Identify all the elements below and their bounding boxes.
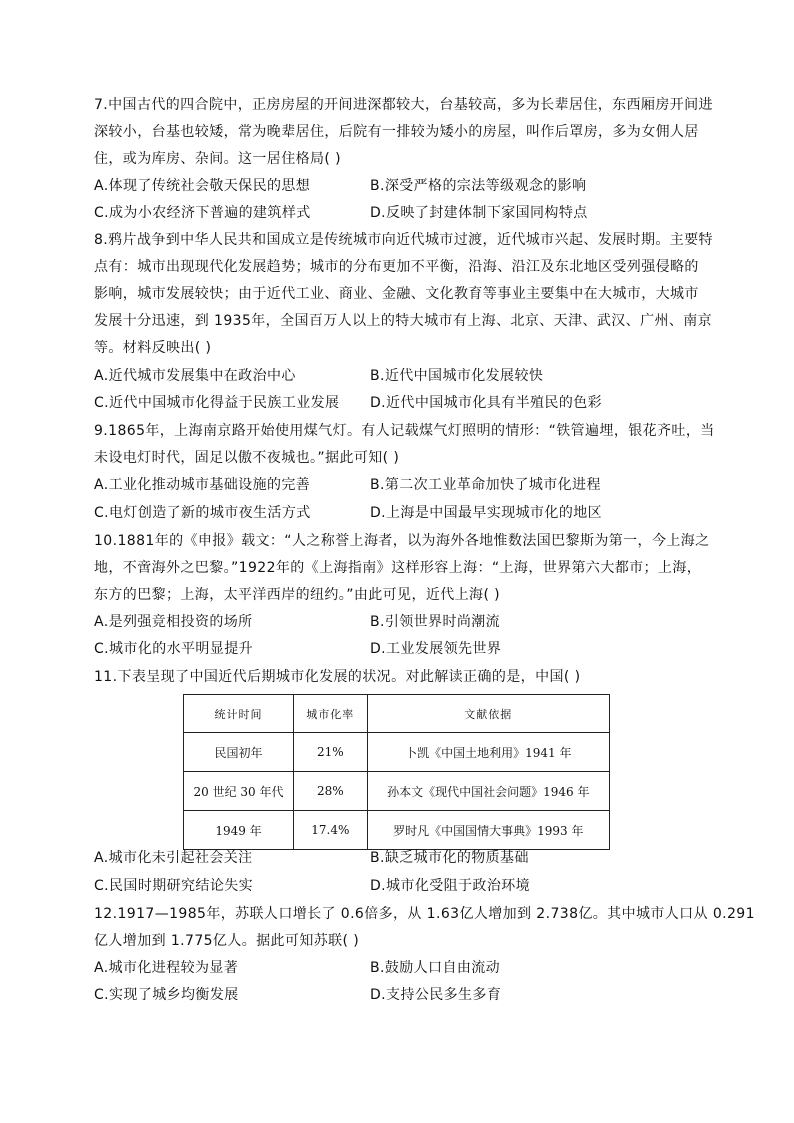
question-7-option-d[interactable]: D.反映了封建体制下家国同构特点 [370,205,588,221]
question-10-option-d[interactable]: D.工业发展领先世界 [370,641,502,657]
question-7-line-1: 7.中国古代的四合院中，正房房屋的开间进深都较大，台基较高，多为长辈居住，东西厢房开间进 [94,97,713,113]
question-8-line-4: 发展十分迅速，到 1935年，全国百万人以上的特大城市有上海、北京、天津、武汉、广州、南京 [94,313,713,329]
question-11-option-c[interactable]: C.民国时期研究结论失实 [94,878,254,894]
question-10-option-a[interactable]: A.是列强竞相投资的场所 [94,614,253,630]
question-8-option-b[interactable]: B.近代中国城市化发展较快 [370,368,544,384]
urbanization-table [183,694,610,850]
table-cell-time: 民国初年 [184,733,294,772]
question-12-option-d[interactable]: D.支持公民多生多育 [370,987,502,1003]
table-header-row [184,695,610,733]
table-row [184,733,610,772]
table-header-cell: 统计时间 [184,695,294,733]
question-7-option-b[interactable]: B.深受严格的宗法等级观念的影响 [370,178,587,194]
question-8-line-1: 8.鸦片战争到中华人民共和国成立是传统城市向近代城市过渡，近代城市兴起、发展时期。主要特 [94,232,713,248]
question-11-line-1: 11.下表呈现了中国近代后期城市化发展的状况。对此解读正确的是，中国( ) [94,669,581,685]
question-10-line-2: 地，不啻海外之巴黎。”1922年的《上海指南》这样形容上海：“上海，世界第六大都市；上海， [94,560,702,576]
table-cell-source: 孙本文《现代中国社会问题》1946 年 [367,772,609,811]
question-12-option-c[interactable]: C.实现了城乡均衡发展 [94,987,239,1003]
table-row [184,811,610,850]
question-11-option-d[interactable]: D.城市化受阻于政治环境 [370,878,531,894]
question-8-option-c[interactable]: C.近代中国城市化得益于民族工业发展 [94,395,340,411]
question-9-option-c[interactable]: C.电灯创造了新的城市夜生活方式 [94,505,311,521]
question-12-line-2: 亿人增加到 1.775亿人。据此可知苏联( ) [94,933,360,949]
table-header-cell: 城市化率 [294,695,368,733]
question-7-option-a[interactable]: A.体现了传统社会敬天保民的思想 [94,178,311,194]
table-cell-source: 罗时凡《中国国情大事典》1993 年 [367,811,609,850]
question-10-line-3: 东方的巴黎；上海，太平洋西岸的纽约。”由此可见，近代上海( ) [94,587,501,603]
question-7-line-2: 深较小，台基也较矮，常为晚辈居住，后院有一排较为矮小的房屋，叫作后罩房，多为女佣人居 [94,124,699,140]
question-9-line-1: 9.1865年，上海南京路开始使用煤气灯。有人记载煤气灯照明的情形：“铁管遍埋，银花齐吐，当 [94,423,715,439]
table-cell-time: 1949 年 [184,811,294,850]
question-10-option-b[interactable]: B.引领世界时尚潮流 [370,614,501,630]
question-8-option-a[interactable]: A.近代城市发展集中在政治中心 [94,368,296,384]
question-12-line-1: 12.1917—1985年，苏联人口增长了 0.6倍多，从 1.63亿人增加到 2.738亿。其中城市人口从 0.291 [94,906,755,922]
table-cell-rate: 28% [294,772,368,811]
question-8-line-3: 影响，城市发展较快；由于近代工业、商业、金融、文化教育等事业主要集中在大城市，大城市 [94,286,699,302]
table-row [184,772,610,811]
table-cell-rate: 17.4% [294,811,368,850]
question-7-option-c[interactable]: C.成为小农经济下普遍的建筑样式 [94,205,311,221]
table-cell-time: 20 世纪 30 年代 [184,772,294,811]
question-7-line-3: 住，或为库房、杂间。这一居住格局( ) [94,151,341,167]
question-12-option-b[interactable]: B.鼓励人口自由流动 [370,960,501,976]
question-9-option-d[interactable]: D.上海是中国最早实现城市化的地区 [370,505,603,521]
question-9-line-2: 未设电灯时代，固足以傲不夜城也。”据此可知( ) [94,450,400,466]
question-10-line-1: 10.1881年的《申报》载文：“人之称誉上海者，以为海外各地惟数法国巴黎斯为第一，今上海之 [94,533,710,549]
question-11-option-b[interactable]: B.缺乏城市化的物质基础 [370,850,529,866]
table-cell-rate: 21% [294,733,368,772]
question-10-option-c[interactable]: C.城市化的水平明显提升 [94,641,254,657]
question-8-option-d[interactable]: D.近代中国城市化具有半殖民的色彩 [370,395,603,411]
table-cell-source: 卜凯《中国土地利用》1941 年 [367,733,609,772]
question-8-line-5: 等。材料反映出( ) [94,340,212,356]
question-11-option-a[interactable]: A.城市化未引起社会关注 [94,850,253,866]
question-8-line-2: 点有：城市出现现代化发展趋势；城市的分布更加不平衡，沿海、沿江及东北地区受列强侵略的 [94,259,699,275]
question-9-option-b[interactable]: B.第二次工业革命加快了城市化进程 [370,477,601,493]
question-9-option-a[interactable]: A.工业化推动城市基础设施的完善 [94,477,311,493]
question-12-option-a[interactable]: A.城市化进程较为显著 [94,960,239,976]
table-header-cell: 文献依据 [367,695,609,733]
